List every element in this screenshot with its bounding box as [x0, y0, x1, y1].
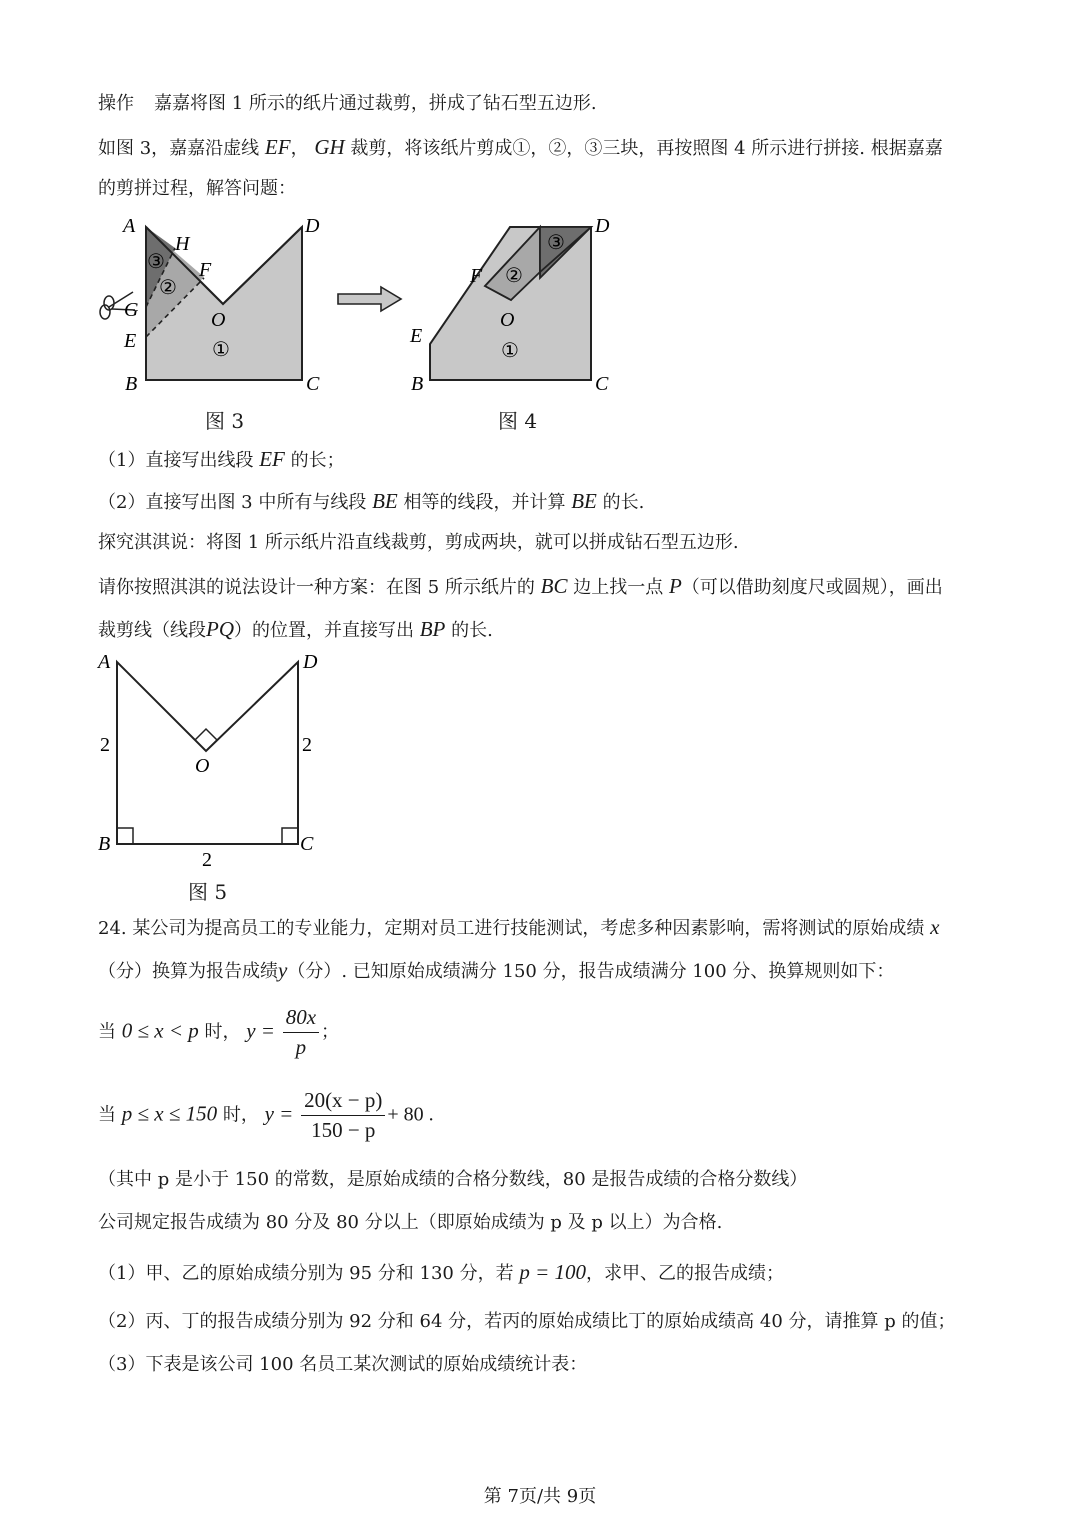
fig3-label-A: A — [123, 215, 136, 237]
rule2-numerator: 20(x − p) — [301, 1088, 385, 1116]
fig5-length-right: 2 — [302, 734, 312, 756]
fig5-caption: 图 5 — [188, 880, 228, 904]
fig4-label-O: O — [500, 309, 515, 331]
fig3-piece-2: ② — [159, 277, 177, 299]
plan-segment-pq: PQ — [206, 617, 234, 641]
q2-segment-be-2: BE — [571, 489, 597, 513]
rule2-condition: p ≤ x ≤ 150 — [121, 1101, 218, 1126]
fig4-label-F: F — [470, 265, 483, 287]
fig3-label-F: F — [199, 259, 212, 281]
fig3-label-D: D — [305, 215, 320, 237]
q2-segment-be: BE — [372, 489, 398, 513]
figure-5 — [92, 645, 332, 870]
rule2-y-equals: y = — [264, 1101, 294, 1126]
plan-text-e: ）的位置，并直接写出 — [234, 620, 414, 641]
q2-text: （2）直接写出图 3 中所有与线段 — [98, 492, 367, 513]
rule2-when: 当 — [98, 1104, 116, 1126]
figure-3 — [95, 212, 335, 432]
fig3-piece-3: ③ — [147, 251, 165, 273]
operation-text: 嘉嘉将图 1 所示的纸片通过裁剪，拼成了钻石型五边形. — [154, 93, 597, 114]
p24-rule-1 — [98, 1005, 339, 1060]
p24-note: （其中 p 是小于 150 的常数，是原始成绩的合格分数线，80 是报告成绩的合格分数线） — [98, 1169, 808, 1190]
fig3-desc-text: 如图 3，嘉嘉沿虚线 — [98, 138, 260, 159]
p24-text-2b: （分）. 已知原始成绩满分 150 分，报告成绩满分 100 分、换算规则如下： — [287, 961, 895, 982]
fig4-label-B: B — [411, 373, 424, 395]
fig3-label-H: H — [175, 233, 190, 255]
p24-q1-text: （1）甲、乙的原始成绩分别为 95 分和 130 分，若 — [98, 1263, 514, 1284]
operation-label: 操作 — [98, 93, 134, 114]
segment-ef: EF — [264, 135, 291, 159]
p24-var-y: y — [278, 958, 288, 982]
p24-question-3: （3）下表是该公司 100 名员工某次测试的原始成绩统计表： — [98, 1354, 588, 1375]
fig3-label-O: O — [211, 309, 226, 331]
p24-text-2a: （分）换算为报告成绩 — [98, 961, 278, 982]
p24-text-1: 24. 某公司为提高员工的专业能力，定期对员工进行技能测试，考虑多种因素影响，需将测试的原始成绩 — [98, 918, 925, 939]
fig3-description-line1 — [98, 135, 943, 161]
plan-point-p: P — [668, 574, 682, 598]
rule2-fraction — [301, 1088, 385, 1143]
rule1-when: 当 — [98, 1021, 116, 1043]
plan-text-c: （可以借助刻度尺或圆规），画出 — [681, 577, 943, 598]
fig3-label-C: C — [306, 373, 320, 395]
plan-text-b: 边上找一点 — [573, 577, 664, 598]
figure-4 — [405, 212, 630, 432]
q2-text-end: 的长. — [602, 492, 645, 513]
p24-line-1 — [98, 915, 939, 941]
question-1-line — [98, 447, 345, 473]
fig3-desc-text3: 的剪拼过程，解答问题： — [98, 178, 296, 199]
fig4-piece-2: ② — [505, 265, 523, 287]
fig5-label-O: O — [195, 755, 210, 777]
q2-text-mid: 相等的线段，并计算 — [403, 492, 566, 513]
fig3-description-line2 — [98, 177, 296, 201]
fig5-label-A: A — [98, 651, 111, 673]
rule1-y-equals: y = — [246, 1018, 275, 1043]
fig3-label-E: E — [124, 330, 137, 352]
plan-text-a: 请你按照淇淇的说法设计一种方案：在图 5 所示纸片的 — [98, 577, 535, 598]
p24-q1-text-end: ，求甲、乙的报告成绩； — [586, 1263, 785, 1284]
plan-line-2 — [98, 617, 493, 643]
segment-gh: GH — [314, 135, 345, 159]
p24-rule-2 — [98, 1088, 434, 1143]
fig3-label-G: G — [124, 299, 139, 321]
p24-q1-p-value: p = 100 — [519, 1260, 587, 1284]
fig4-label-D: D — [595, 215, 610, 237]
p24-var-x: x — [930, 915, 940, 939]
q1-text: （1）直接写出线段 — [98, 450, 254, 471]
fig5-length-left: 2 — [100, 734, 110, 756]
explore-label: 探究 — [98, 532, 134, 553]
right-angle-b-icon — [117, 828, 133, 844]
arrow-right-icon — [335, 284, 405, 314]
fig3-desc-text2: 裁剪，将该纸片剪成①，②，③三块，再按照图 4 所示进行拼接. 根据嘉嘉 — [350, 138, 943, 159]
rule1-end: ； — [321, 1021, 340, 1043]
q1-text-end: 的长； — [290, 450, 345, 471]
fig3-piece-1: ① — [212, 339, 230, 361]
question-2-line — [98, 489, 644, 515]
fig5-label-D: D — [303, 651, 318, 673]
fig5-label-C: C — [300, 833, 314, 855]
fig3-caption: 图 3 — [205, 409, 245, 433]
p24-question-1 — [98, 1260, 784, 1286]
plan-segment-bp: BP — [419, 617, 446, 641]
fig3-desc-comma: ， — [290, 138, 309, 159]
fig4-label-E: E — [410, 325, 423, 347]
page-footer: 第 7页/共 9页 — [483, 1486, 597, 1507]
fig3-label-B: B — [125, 373, 138, 395]
rule1-denominator: p — [295, 1035, 307, 1059]
rule1-fraction — [283, 1005, 319, 1060]
p24-question-2: （2）丙、丁的报告成绩分别为 92 分和 64 分，若丙的原始成绩比丁的原始成绩高 40 分，请推算 p 的值； — [98, 1311, 956, 1332]
right-angle-o-icon — [195, 729, 217, 751]
p24-line-2 — [98, 958, 894, 984]
operation-line — [98, 92, 597, 116]
explore-line — [98, 531, 739, 555]
right-angle-c-icon — [282, 828, 298, 844]
fig5-length-bottom: 2 — [202, 849, 212, 870]
fig4-piece-3: ③ — [547, 232, 565, 254]
rule1-numerator: 80x — [283, 1005, 319, 1033]
plan-segment-bc: BC — [540, 574, 568, 598]
p24-rule-pass: 公司规定报告成绩为 80 分及 80 分以上（即原始成绩为 p 及 p 以上）为合格. — [98, 1212, 723, 1233]
plan-line-1 — [98, 574, 943, 600]
rule2-shi: 时， — [222, 1104, 259, 1126]
fig4-label-C: C — [595, 373, 609, 395]
rule1-shi: 时， — [204, 1021, 241, 1043]
fig4-piece-1: ① — [501, 340, 519, 362]
fig4-caption: 图 4 — [498, 409, 538, 433]
q1-segment-ef: EF — [259, 447, 285, 471]
rule2-denominator: 150 − p — [311, 1118, 376, 1142]
plan-text-d: 裁剪线（线段 — [98, 620, 206, 641]
plan-text-f: 的长. — [451, 620, 493, 641]
explore-text: 淇淇说：将图 1 所示纸片沿直线裁剪，剪成两块，就可以拼成钻石型五边形. — [134, 532, 739, 553]
fig5-label-B: B — [98, 833, 111, 855]
rule2-end: + 80 . — [387, 1103, 434, 1126]
rule1-condition: 0 ≤ x < p — [121, 1018, 199, 1043]
